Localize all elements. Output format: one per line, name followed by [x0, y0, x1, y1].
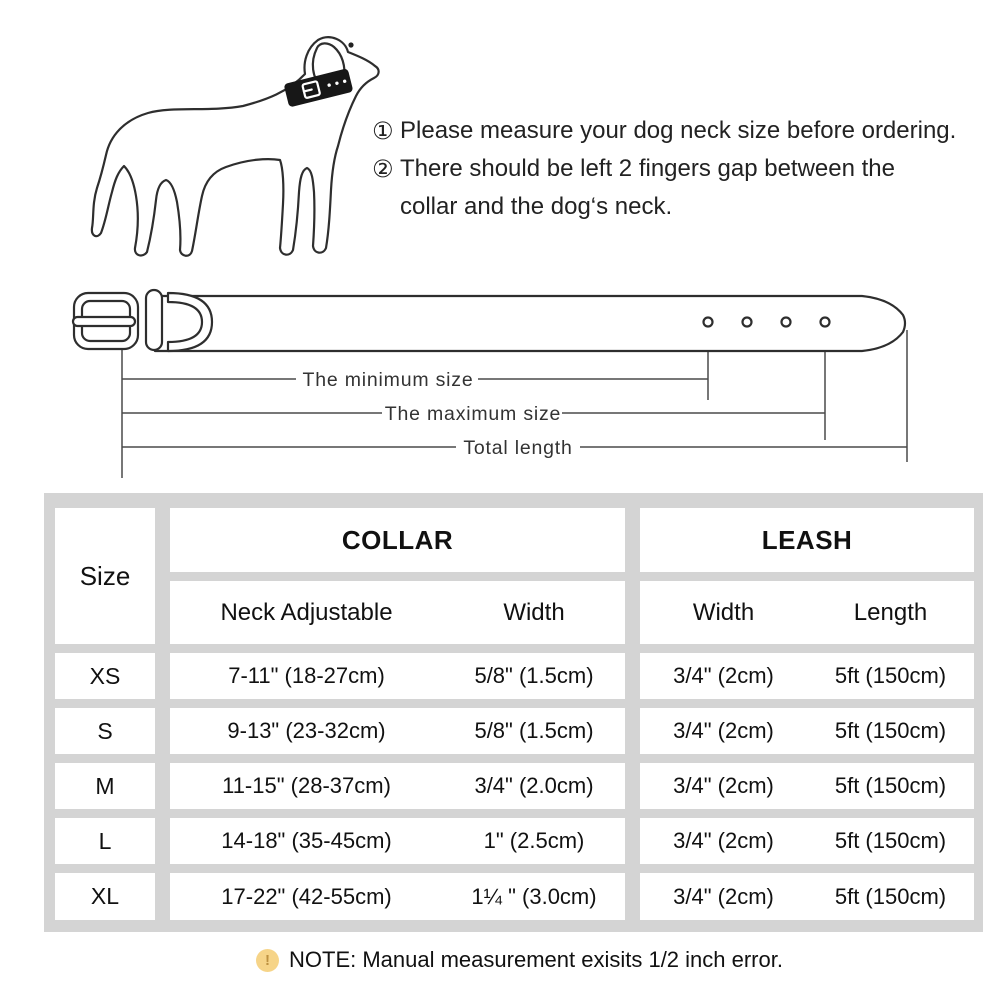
row-m-collar-width: 3/4" (2.0cm) [474, 773, 594, 798]
row-xs-collar-width: 5/8" (1.5cm) [474, 663, 594, 688]
row-m-leash-width: 3/4" (2cm) [673, 773, 774, 798]
row-l-collar-width: 1" (2.5cm) [483, 828, 585, 853]
row-xl-leash-length: 5ft (150cm) [834, 883, 947, 909]
leash-length-header: Length [853, 598, 928, 626]
size-table [44, 493, 983, 932]
collar-width-header: Width [503, 598, 565, 626]
row-s-collar [170, 708, 625, 754]
row-l-neck: 14-18" (35-45cm) [221, 828, 392, 853]
row-l-size: L [55, 818, 155, 864]
collar-neck-adjustable-header: Neck Adjustable [220, 598, 393, 626]
row-m-size: M [55, 763, 155, 809]
warning-icon: ! [256, 949, 279, 972]
row-xs-size: XS [55, 653, 155, 699]
row-xl-collar-width: 1¼ " (3.0cm) [471, 883, 597, 909]
leash-subheaders [640, 581, 974, 644]
row-l-collar [170, 818, 625, 864]
collar-group-header: COLLAR [170, 508, 625, 572]
note-row [256, 947, 783, 973]
row-s-collar-width: 5/8" (1.5cm) [474, 718, 594, 743]
instruction-2 [372, 150, 957, 226]
leash-group-header: LEASH [640, 508, 974, 572]
label-total-length: Total length [463, 437, 573, 459]
row-s-neck: 9-13" (23-32cm) [227, 718, 386, 743]
instructions [372, 112, 957, 226]
row-xs-leash-length: 5ft (150cm) [834, 663, 947, 688]
row-m-leash-length: 5ft (150cm) [834, 773, 947, 798]
row-xs-neck: 7-11" (18-27cm) [228, 663, 385, 688]
label-maximum-size: The maximum size [384, 403, 562, 425]
size-column-header: Size [55, 508, 155, 644]
row-l-leash-width: 3/4" (2cm) [673, 828, 774, 853]
row-xl-leash-width: 3/4" (2cm) [673, 883, 774, 909]
row-s-leash-length: 5ft (150cm) [834, 718, 947, 743]
row-l-leash-length: 5ft (150cm) [834, 828, 947, 853]
measurement-diagram [0, 0, 1000, 485]
row-m-neck: 11-15" (28-37cm) [222, 773, 391, 798]
row-xl-size: XL [55, 873, 155, 920]
row-xl-neck: 17-22" (42-55cm) [221, 883, 392, 909]
label-minimum-size: The minimum size [302, 369, 474, 391]
note-text: NOTE: Manual measurement exisits 1/2 inch error. [289, 947, 783, 972]
collar-belt-icon [73, 290, 905, 351]
circled-2-icon: ② [372, 155, 394, 183]
row-xs-leash-width: 3/4" (2cm) [673, 663, 774, 688]
row-s-leash-width: 3/4" (2cm) [673, 718, 774, 743]
row-m-leash [640, 763, 974, 809]
circled-1-icon: ① [372, 117, 394, 145]
dog-eye [348, 42, 353, 47]
row-s-size: S [55, 708, 155, 754]
instruction-1-text: Please measure your dog neck size before ordering. [400, 117, 957, 144]
row-xl-collar [170, 873, 625, 920]
dog-line-art-icon [92, 37, 379, 256]
row-s-leash [640, 708, 974, 754]
leash-width-header: Width [692, 598, 755, 626]
row-xs-collar [170, 653, 625, 699]
row-xs-leash [640, 653, 974, 699]
collar-subheaders [170, 581, 625, 644]
row-m-collar [170, 763, 625, 809]
row-xl-leash [640, 873, 974, 920]
instruction-1 [372, 112, 957, 150]
row-l-leash [640, 818, 974, 864]
instruction-2-text: There should be left 2 fingers gap between the collar and the dog‘s neck. [400, 155, 895, 220]
